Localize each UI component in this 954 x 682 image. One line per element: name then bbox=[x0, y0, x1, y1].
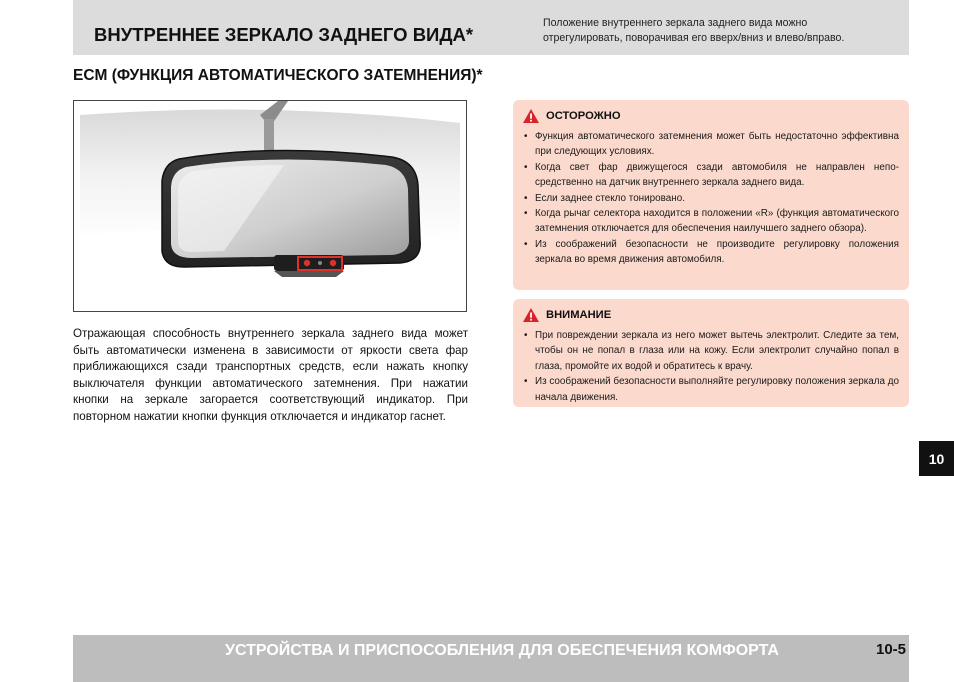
notice-item: • Из соображений безопасности выполняйте регулировку положения зеркала до начала движения. bbox=[522, 374, 899, 405]
caution-item: • Когда свет фар движущегося сзади автомобиля не направлен непосредственно на датчик внутреннего зеркала заднего вида. bbox=[522, 160, 899, 191]
mirror-illustration bbox=[73, 100, 467, 312]
chapter-tab: 10 bbox=[919, 441, 954, 476]
footer-title: УСТРОЙСТВА И ПРИСПОСОБЛЕНИЯ ДЛЯ ОБЕСПЕЧЕНИЯ КОМФОРТА bbox=[225, 642, 779, 659]
caution-item: • Если заднее стекло тонировано. bbox=[522, 191, 899, 206]
caution-item: • Когда рычаг селектора находится в положении «R» (функция автоматического затемнения отключается для обеспечения наилучшего заднего обзора). bbox=[522, 206, 899, 237]
caution-item: • Функция автоматического затемнения может быть недостаточно эффективна при следующих условиях. bbox=[522, 129, 899, 160]
notice-title: ВНИМАНИЕ bbox=[546, 309, 612, 321]
notice-list bbox=[522, 328, 899, 405]
body-paragraph: Отражающая способность внутреннего зеркала заднего вида может быть автоматически изменена в зависимости от яркости света фар приближающихся сзади транспортных средств, если нажать кнопку выключателя функции автоматического затемнения. При нажатии кнопки на зеркале загорается соответствующий индикатор. При повторном нажатии кнопки функция отключается и индикатор гаснет. bbox=[73, 327, 468, 423]
header-note bbox=[543, 16, 903, 46]
header-note-line-2: отрегулировать, поворачивая его вверх/вниз и влево/вправо. bbox=[543, 32, 845, 44]
section-title: ECM (ФУНКЦИЯ АВТОМАТИЧЕСКОГО ЗАТЕМНЕНИЯ)* bbox=[73, 67, 483, 84]
notice-item: • При повреждении зеркала из него может вытечь электролит. Следите за тем, чтобы он не попал в глаза или на кожу. Если электролит случайно попал в глаза, промойте их водой и обратитесь к врачу. bbox=[522, 328, 899, 374]
caution-list bbox=[522, 129, 899, 268]
caution-item: • Из соображений безопасности не производите регулировку положения зеркала во время движения автомобиля. bbox=[522, 237, 899, 268]
warning-triangle-icon bbox=[522, 307, 540, 323]
caution-header bbox=[522, 108, 899, 124]
notice-box bbox=[513, 299, 909, 407]
caution-title: ОСТОРОЖНО bbox=[546, 110, 621, 122]
header-note-line-1: Положение внутреннего зеркала заднего вида можно bbox=[543, 17, 808, 29]
page-number: 10-5 bbox=[876, 641, 907, 658]
warning-triangle-icon bbox=[522, 108, 540, 124]
caution-box bbox=[513, 100, 909, 290]
notice-header bbox=[522, 307, 899, 323]
page-title: ВНУТРЕННЕЕ ЗЕРКАЛО ЗАДНЕГО ВИДА* bbox=[94, 24, 474, 45]
